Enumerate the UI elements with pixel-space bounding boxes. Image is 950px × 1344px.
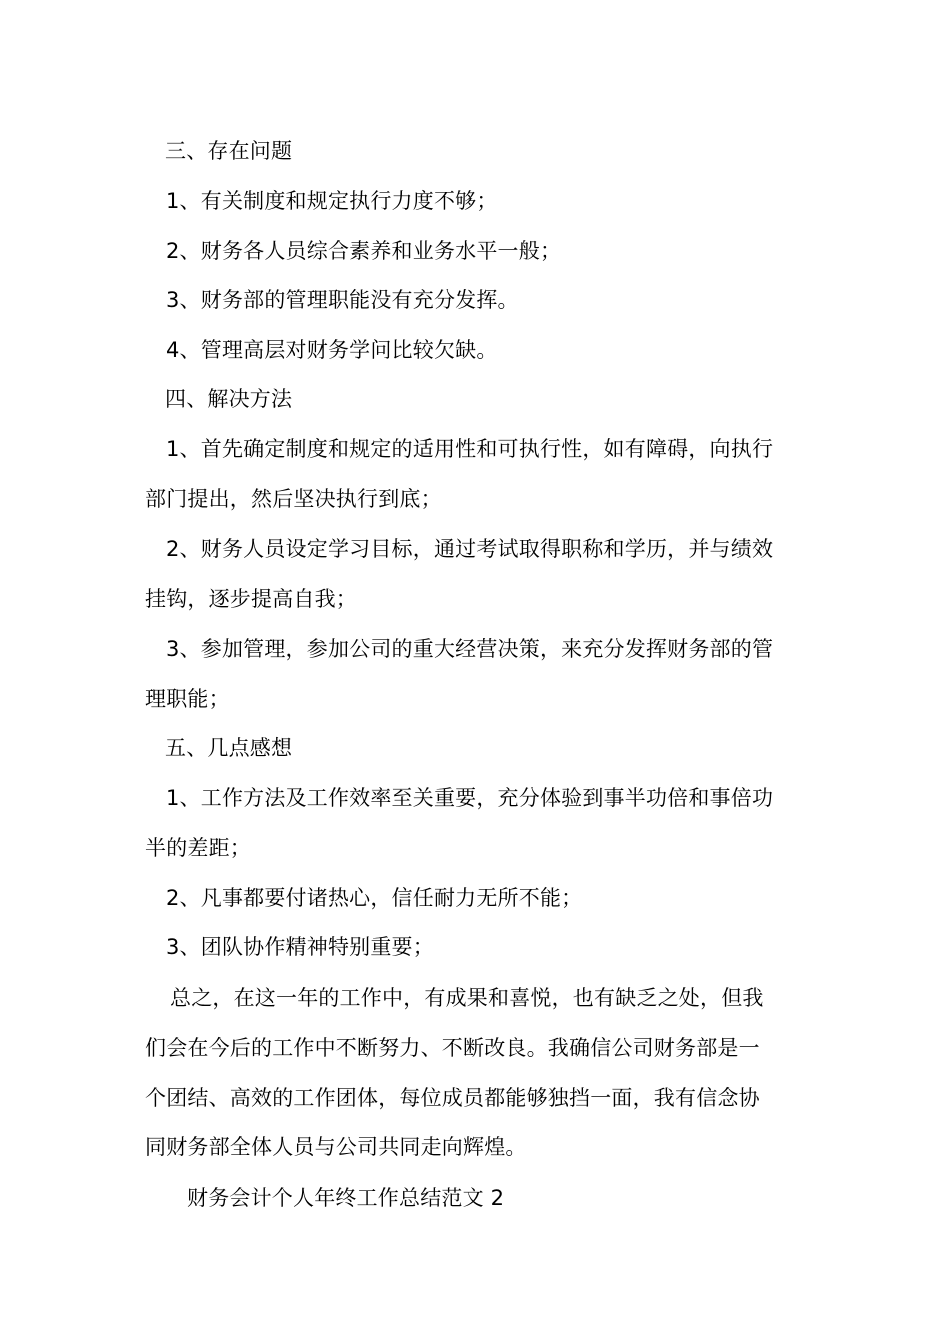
solution-item-2-line-1: 2、财务人员设定学习目标，通过考试取得职称和学历，并与绩效 <box>166 537 774 561</box>
problem-item-2: 2、财务各人员综合素养和业务水平一般； <box>166 239 562 263</box>
summary-line-2: 们会在今后的工作中不断努力、不断改良。我确信公司财务部是一 <box>145 1036 760 1060</box>
reflection-item-1-line-2: 半的差距； <box>145 836 251 860</box>
section-heading-solutions: 四、解决方法 <box>165 387 293 411</box>
reflection-item-2: 2、凡事都要付诸热心，信任耐力无所不能； <box>166 886 583 910</box>
solution-item-3-line-1: 3、参加管理，参加公司的重大经营决策，来充分发挥财务部的管 <box>166 637 774 661</box>
solution-item-2-line-2: 挂钩，逐步提高自我； <box>145 587 357 611</box>
reflection-item-3: 3、团队协作精神特别重要； <box>166 935 434 959</box>
summary-line-4: 同财务部全体人员与公司共同走向辉煌。 <box>145 1135 527 1159</box>
solution-item-1-line-1: 1、首先确定制度和规定的适用性和可执行性，如有障碍，向执行 <box>166 437 774 461</box>
summary-line-1: 总之，在这一年的工作中，有成果和喜悦，也有缺乏之处，但我 <box>170 986 764 1010</box>
section-heading-reflections: 五、几点感想 <box>165 736 293 760</box>
reflection-item-1-line-1: 1、工作方法及工作效率至关重要，充分体验到事半功倍和事倍功 <box>166 786 774 810</box>
problem-item-3: 3、财务部的管理职能没有充分发挥。 <box>166 288 519 312</box>
solution-item-3-line-2: 理职能； <box>145 687 230 711</box>
summary-line-3: 个团结、高效的工作团体，每位成员都能够独挡一面，我有信念协 <box>145 1086 760 1110</box>
section-heading-problems: 三、存在问题 <box>165 139 293 163</box>
solution-item-1-line-2: 部门提出，然后坚决执行到底； <box>145 487 442 511</box>
problem-item-1: 1、有关制度和规定执行力度不够； <box>166 189 498 213</box>
problem-item-4: 4、管理高层对财务学问比较欠缺。 <box>166 338 498 362</box>
next-article-title: 财务会计个人年终工作总结范文 2 <box>187 1186 505 1210</box>
